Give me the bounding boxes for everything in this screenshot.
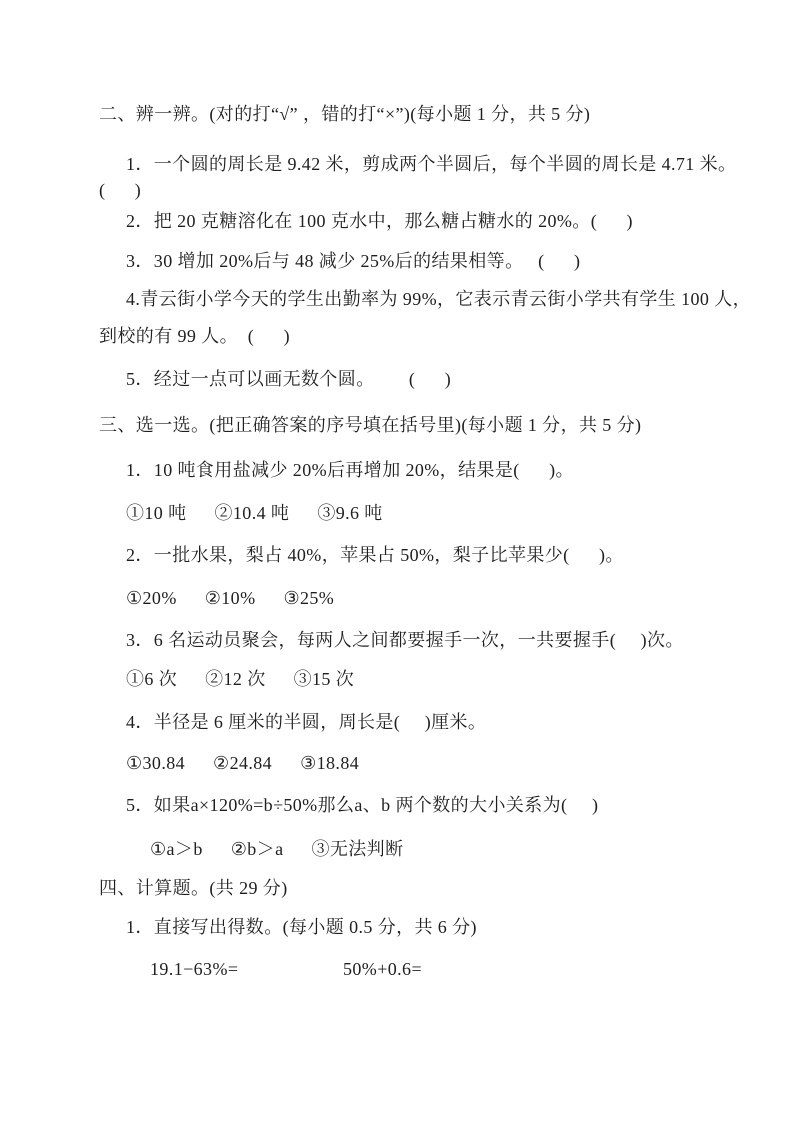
s2-q4-text-line2: 到校的有 99 人。 ( ): [99, 326, 290, 346]
section3-heading: 三、选一选。(把正确答案的序号填在括号里)(每小题 1 分，共 5 分): [99, 415, 642, 435]
s3-q1-option-1: ①10 吨: [126, 503, 187, 523]
s2-q1-text: 1．一个圆的周长是 9.42 米，剪成两个半圆后，每个半圆的周长是 4.71 米。: [126, 154, 737, 174]
s3-q2-option-2: ②10%: [204, 588, 256, 608]
section4-heading: 四、计算题。(共 29 分): [99, 878, 288, 898]
s3-q4-options: [126, 752, 359, 774]
s3-q2-text: 2．一批水果，梨占 40%，苹果占 50%，梨子比苹果少( )。: [126, 545, 624, 565]
s3-q3-options: [126, 668, 354, 690]
section2-heading: 二、辨一辨。(对的打“√” ，错的打“×”)(每小题 1 分，共 5 分): [99, 104, 591, 124]
s3-q3-option-3: ③15 次: [293, 669, 355, 689]
s3-q2-options: [126, 587, 334, 609]
s3-q4-option-3: ③18.84: [300, 753, 360, 773]
s2-q2-text: 2．把 20 克糖溶化在 100 克水中，那么糖占糖水的 20%。( ): [126, 211, 633, 231]
s2-q4-text-line1: 4.青云街小学今天的学生出勤率为 99%，它表示青云街小学共有学生 100 人，: [126, 289, 751, 309]
s4-calc-expressions: [150, 958, 422, 980]
s3-q5-option-3: ③无法判断: [311, 839, 404, 859]
s3-q3-text: 3．6 名运动员聚会，每两人之间都要握手一次，一共要握手( )次。: [126, 630, 684, 650]
s4-expression-2: 50%+0.6=: [343, 959, 422, 979]
s3-q2-option-3: ③25%: [283, 588, 335, 608]
s2-q5-text: 5．经过一点可以画无数个圆。 ( ): [126, 369, 452, 389]
s3-q5-options: [150, 838, 403, 860]
s4-expression-1: 19.1−63%=: [150, 959, 239, 979]
s3-q3-option-2: ②12 次: [205, 669, 266, 689]
s3-q4-option-2: ②24.84: [213, 753, 273, 773]
s2-q1-answer-blank: ( ): [99, 180, 142, 200]
s3-q1-options: [126, 502, 383, 524]
s3-q1-text: 1．10 吨食用盐减少 20%后再增加 20%，结果是( )。: [126, 460, 574, 480]
s3-q1-option-2: ②10.4 吨: [214, 503, 290, 523]
s3-q2-option-1: ①20%: [126, 588, 177, 608]
s3-q5-option-2: ②b＞a: [230, 839, 284, 859]
s3-q1-option-3: ③9.6 吨: [317, 503, 383, 523]
s3-q5-text: 5．如果a×120%=b÷50%那么a、b 两个数的大小关系为( ): [126, 795, 599, 815]
s3-q4-text: 4．半径是 6 厘米的半圆，周长是( )厘米。: [126, 712, 487, 732]
s3-q4-option-1: ①30.84: [126, 753, 186, 773]
s2-q3-text: 3．30 增加 20%后与 48 减少 25%后的结果相等。 ( ): [126, 251, 581, 271]
s3-q3-option-1: ①6 次: [126, 669, 178, 689]
s4-sub1-instruction: 1．直接写出得数。(每小题 0.5 分，共 6 分): [126, 917, 477, 937]
s3-q5-option-1: ①a＞b: [150, 839, 203, 859]
